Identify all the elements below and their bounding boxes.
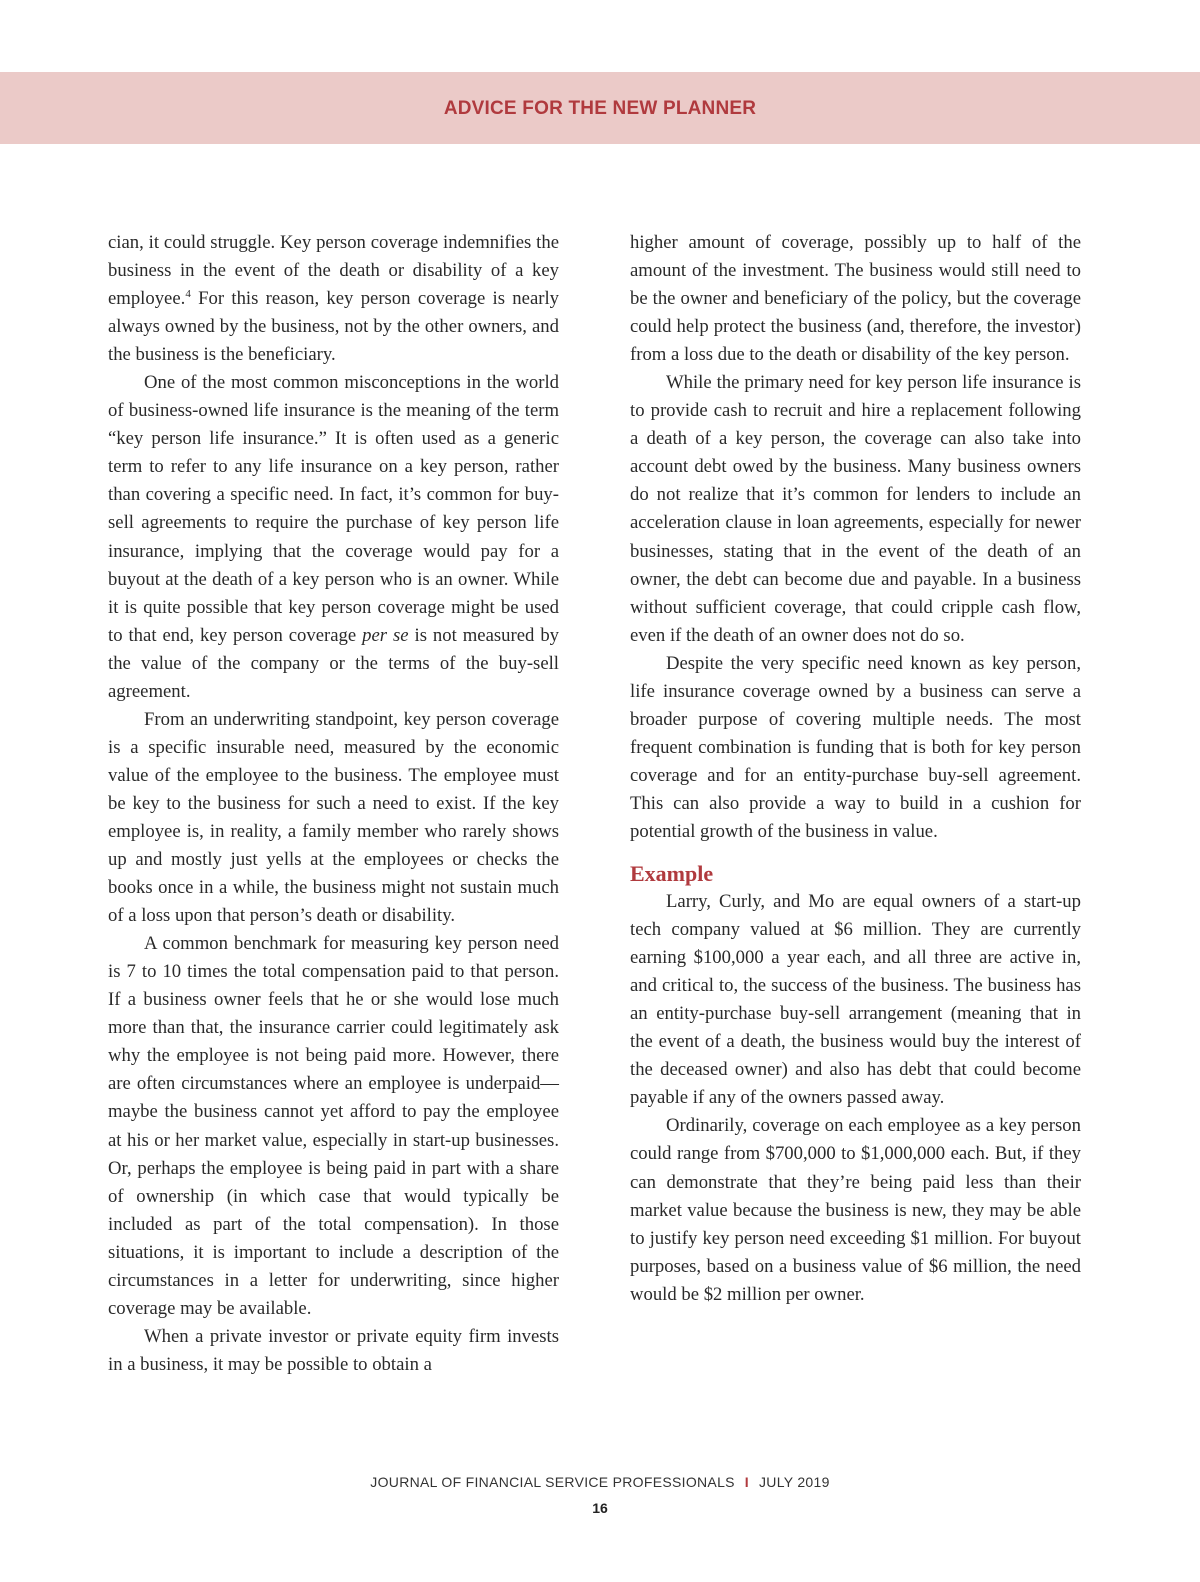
right-column [630, 229, 1081, 1309]
paragraph: Larry, Curly, and Mo are equal owners of a start-up tech company valued at $6 million. They are currently earning $100,000 a year each, and all three are active in, and critical to, the success of the business. The business has an entity-purchase buy-sell arrangement (meaning that in the event of a death, the business would buy the interest of the deceased owner) and also has debt that could become payable if any of the owners passed away. [630, 891, 1081, 1109]
paragraph: While the primary need for key person life insurance is to provide cash to recruit and hire a replacement following a death of a key person, the coverage can also take into account debt owed by the business. Many business owners do not realize that it’s common for lenders to include an acceleration clause in loan agreements, especially for newer businesses, stating that in the event of the death of an owner, the debt can become due and payable. In a business without sufficient coverage, that could cripple cash flow, even if the death of an owner does not do so. [630, 372, 1081, 646]
paragraph [108, 229, 559, 369]
section-title: ADVICE FOR THE NEW PLANNER [443, 98, 757, 119]
section-header-band [0, 72, 1200, 144]
paragraph: A common benchmark for measuring key person need is 7 to 10 times the total compensation paid to that person. If a business owner feels that he or she would lose much more than that, the insurance carrier could legitimately ask why the employee is not being paid more. However, there are often circumstances where an employee is underpaid—maybe the business cannot yet afford to pay the employee at his or her market value, especially in start-up businesses. Or, perhaps the employee is being paid in part with a share of ownership (in which case that would typically be included as part of the total compensation). In those situations, it is important to include a description of the circumstances in a letter for underwriting, since higher coverage may be available. [108, 933, 559, 1319]
paragraph-text: One of the most common misconceptions in the world of business-owned life insurance is the meaning of the term “key person life insurance.” It is often used as a generic term to refer to any life insurance on a key person, rather than covering a specific need. In fact, it’s common for buy-sell agreements to require the purchase of key person life insurance, implying that the coverage would pay for a buyout at the death of a key person who is an owner. While it is quite possible that key person coverage might be used to that end, key person coverage [108, 372, 559, 646]
page-footer [0, 1474, 1200, 1490]
paragraph: Despite the very specific need known as key person, life insurance coverage owned by a business can serve a broader purpose of covering multiple needs. The most frequent combination is funding that is both for key person coverage and for an entity-purchase buy-sell agreement. This can also provide a way to build in a cushion for potential growth of the business in value. [630, 652, 1081, 842]
journal-name: JOURNAL OF FINANCIAL SERVICE PROFESSIONALS [370, 1474, 735, 1490]
example-heading: Example [630, 861, 714, 887]
paragraph-text: cian, it could struggle. Key person coverage indemnifies the business in the event of the death or disability of a key employee. [108, 232, 559, 310]
footnote-marker: 4 [185, 287, 191, 300]
issue-date: JULY 2019 [759, 1474, 830, 1490]
paragraph-text: is not measured by the value of the company or the terms of the buy-sell agreement. [108, 624, 560, 702]
paragraph [108, 369, 559, 706]
paragraph: When a private investor or private equity firm invests in a business, it may be possible to obtain a [108, 1325, 559, 1375]
paragraph: From an underwriting standpoint, key person coverage is a specific insurable need, measured by the economic value of the employee to the business. The employee must be key to the business for such a need to exist. If the key employee is, in reality, a family member who rarely shows up and mostly just yells at the employees or checks the books once in a while, the business might not sustain much of a loss upon that person’s death or disability. [108, 708, 559, 927]
italic-term: per se [362, 624, 409, 646]
paragraph-text: For this reason, key person coverage is nearly always owned by the business, not by the other owners, and the business is the beneficiary. [108, 288, 559, 366]
footer-separator: I [744, 1474, 749, 1490]
paragraph: higher amount of coverage, possibly up to half of the amount of the investment. The business would still need to be the owner and beneficiary of the policy, but the coverage could help protect the business (and, therefore, the investor) from a loss due to the death or disability of the key person. [630, 232, 1081, 366]
page-number: 16 [592, 1500, 608, 1516]
left-column [108, 229, 559, 1379]
paragraph: Ordinarily, coverage on each employee as a key person could range from $700,000 to $1,000,000 each. But, if they can demonstrate that they’re being paid less than their market value because the business is new, they may be able to justify key person need exceeding $1 million. For buyout purposes, based on a business value of $6 million, the need would be $2 million per owner. [630, 1115, 1081, 1305]
